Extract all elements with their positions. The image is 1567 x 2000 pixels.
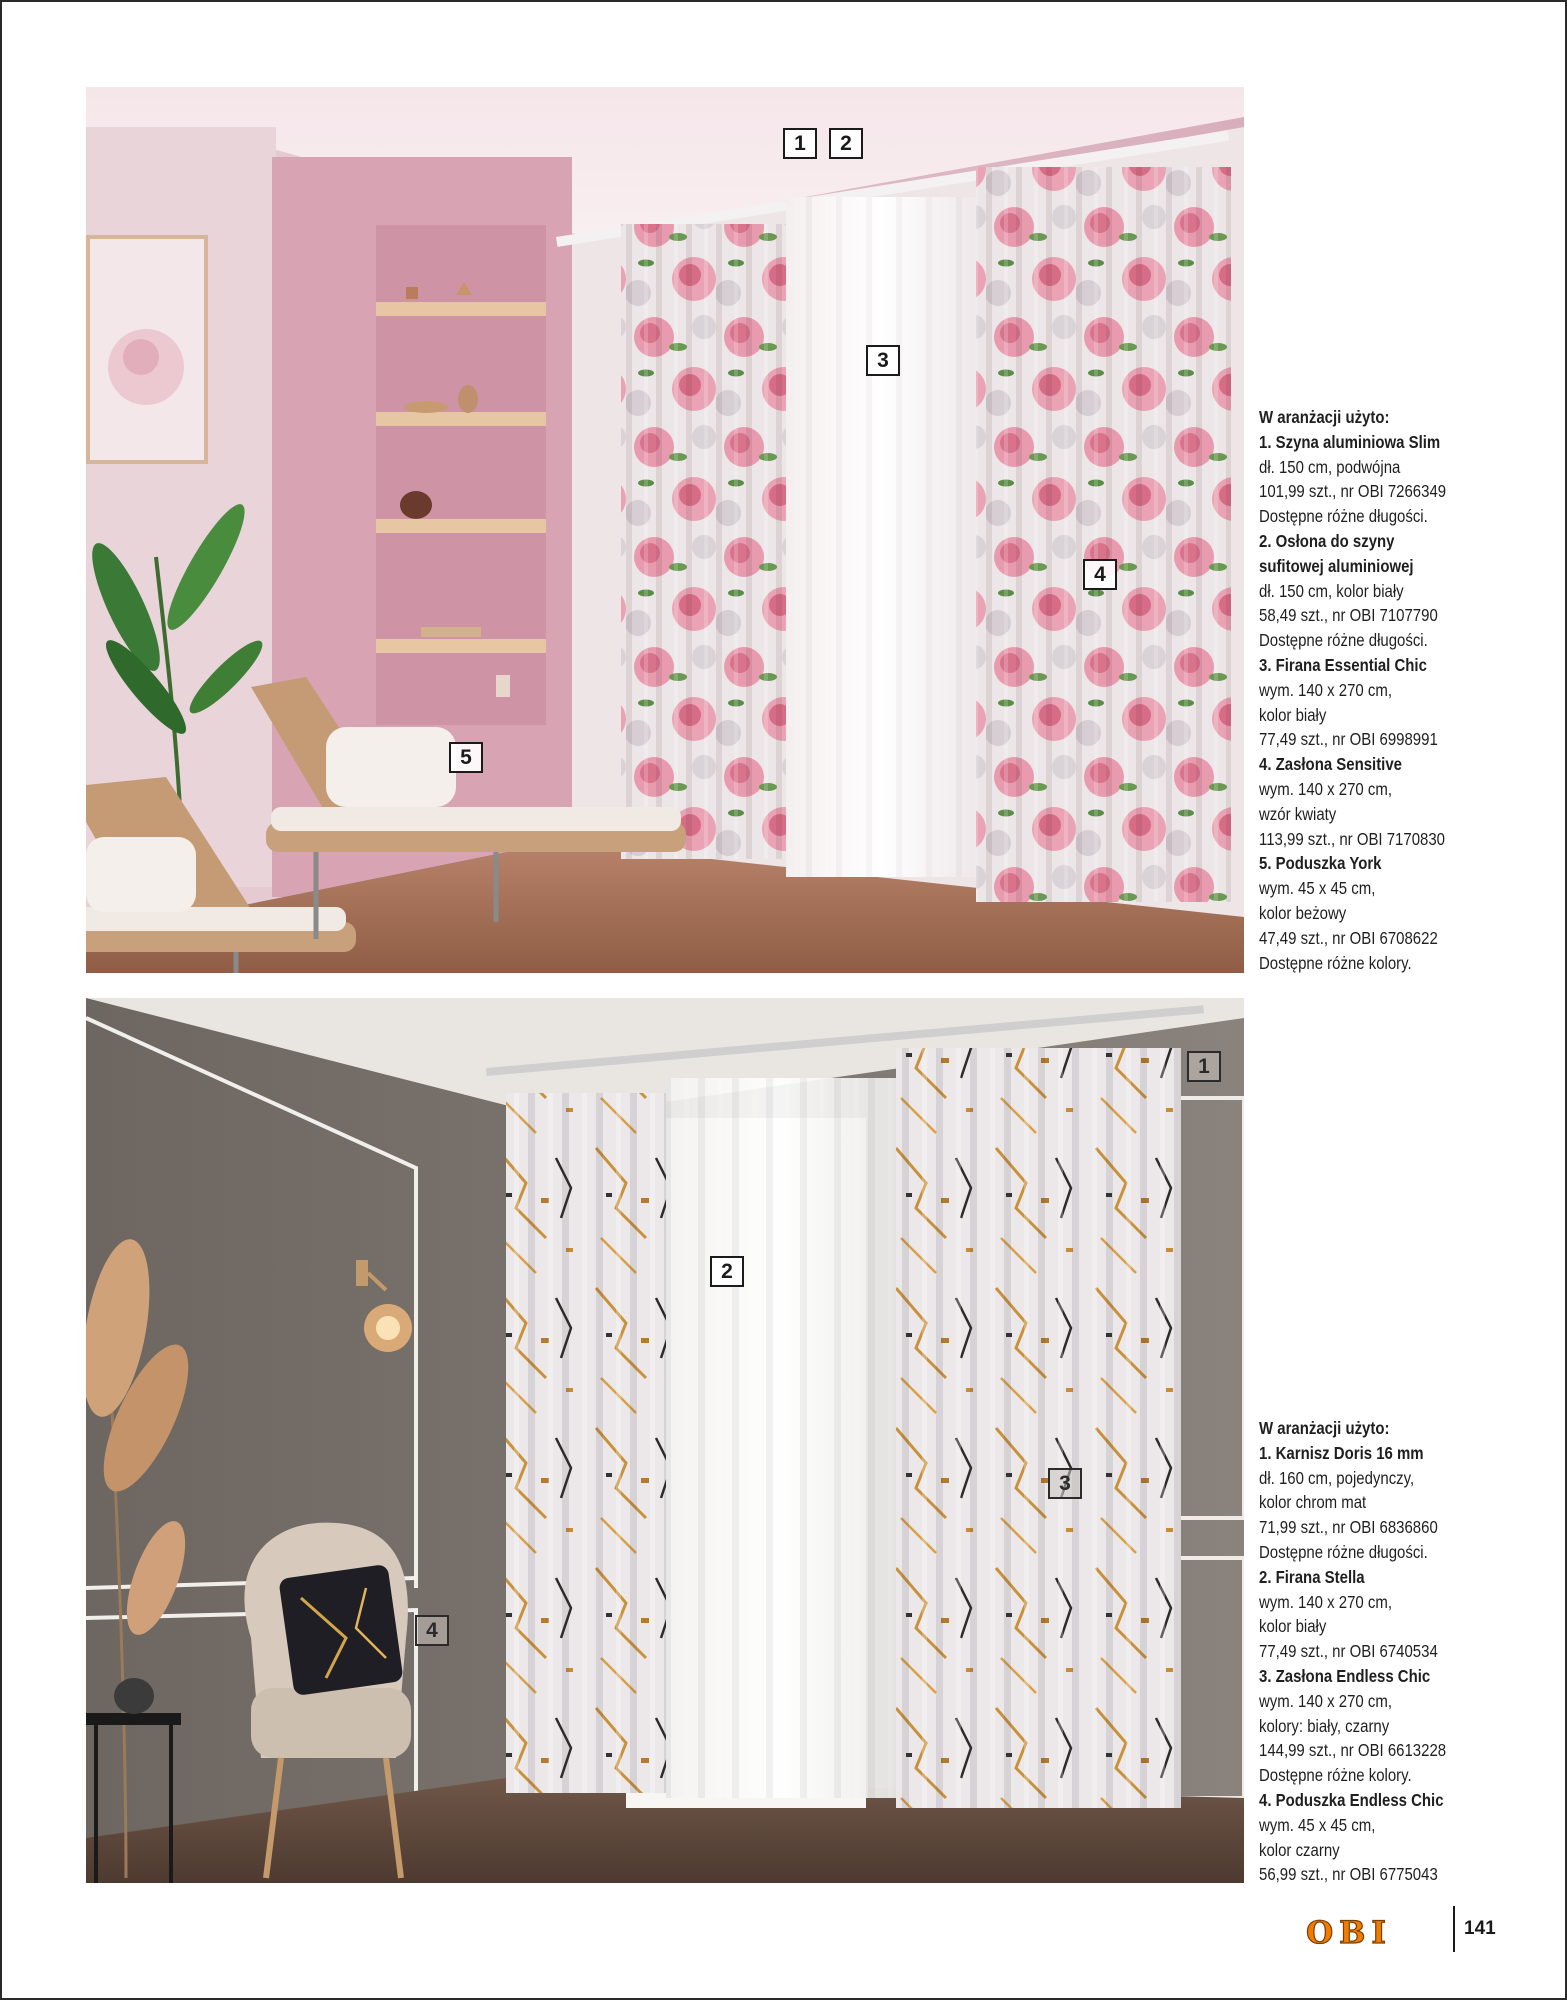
caption-item-title: 4. Poduszka Endless Chic [1259,1789,1444,1810]
caption-item-line: dł. 160 cm, pojedynczy, [1259,1467,1415,1488]
caption-item-title: 3. Zasłona Endless Chic [1259,1665,1431,1686]
top-room-illustration [86,87,1244,973]
caption-item-line: kolor biały [1259,1616,1327,1637]
top-room-photo [86,87,1244,973]
marker-5: 5 [449,742,483,773]
caption-item-line: Dostępne różne długości. [1259,630,1428,651]
caption-item-line: Dostępne różne kolory. [1259,1765,1412,1786]
caption-item-title: sufitowej aluminiowej [1259,555,1414,576]
obi-logo-text: OBI [1306,1916,1392,1948]
caption-item-line: wym. 140 x 270 cm, [1259,679,1392,700]
page-number: 141 [1464,1918,1496,1939]
caption-item-line: 77,49 szt., nr OBI 6998991 [1259,729,1438,750]
caption-item-title: 5. Poduszka York [1259,853,1382,874]
footer-divider [1453,1906,1455,1952]
marker-3: 3 [1048,1468,1082,1499]
caption-item-line: kolor czarny [1259,1839,1340,1860]
caption-item-line: 58,49 szt., nr OBI 7107790 [1259,605,1438,626]
caption-item-line: kolor beżowy [1259,902,1347,923]
caption-heading: W aranżacji użyto: [1259,407,1390,427]
caption-item-line: wym. 140 x 270 cm, [1259,1591,1392,1612]
marker-4: 4 [415,1615,449,1646]
caption-item-title: 3. Firana Essential Chic [1259,654,1427,675]
caption-item-line: 47,49 szt., nr OBI 6708622 [1259,927,1438,948]
marker-4: 4 [1083,559,1117,590]
caption-item-line: wym. 140 x 270 cm, [1259,1690,1392,1711]
caption-item-line: 77,49 szt., nr OBI 6740534 [1259,1641,1438,1662]
caption-item-line: wym. 45 x 45 cm, [1259,878,1376,899]
marker-2: 2 [829,128,863,159]
caption-item-title: 2. Osłona do szyny [1259,530,1395,551]
marker-1: 1 [1187,1051,1221,1082]
caption-item-line: kolor biały [1259,704,1327,725]
marker-1: 1 [783,128,817,159]
caption-item-line: kolor chrom mat [1259,1492,1367,1513]
caption-item-line: 56,99 szt., nr OBI 6775043 [1259,1864,1438,1885]
caption-item-title: 2. Firana Stella [1259,1566,1365,1587]
caption-item-line: dł. 150 cm, podwójna [1259,456,1401,477]
obi-logo [1282,1916,1417,1948]
caption-item-line: 101,99 szt., nr OBI 7266349 [1259,481,1447,502]
bottom-room-illustration [86,998,1244,1883]
caption-item-title: 4. Zasłona Sensitive [1259,754,1402,775]
caption-heading: W aranżacji użyto: [1259,1418,1390,1438]
caption-item-line: 113,99 szt., nr OBI 7170830 [1259,828,1445,849]
top-product-caption [1259,405,1517,975]
caption-item-title: 1. Szyna aluminiowa Slim [1259,431,1441,452]
caption-item-line: 144,99 szt., nr OBI 6613228 [1259,1740,1447,1761]
caption-item-line: wzór kwiaty [1259,803,1337,824]
caption-item-line: 71,99 szt., nr OBI 6836860 [1259,1517,1438,1538]
bottom-product-caption [1259,1416,1517,1887]
caption-item-title: 1. Karnisz Doris 16 mm [1259,1442,1424,1463]
caption-item-line: Dostępne różne kolory. [1259,952,1412,973]
marker-2: 2 [710,1256,744,1287]
caption-item-line: kolory: biały, czarny [1259,1715,1390,1736]
bottom-room-photo [86,998,1244,1883]
caption-item-line: Dostępne różne długości. [1259,1541,1428,1562]
marker-3: 3 [866,345,900,376]
caption-item-line: wym. 45 x 45 cm, [1259,1814,1376,1835]
caption-item-line: dł. 150 cm, kolor biały [1259,580,1404,601]
caption-item-line: Dostępne różne długości. [1259,506,1428,527]
caption-item-line: wym. 140 x 270 cm, [1259,778,1392,799]
